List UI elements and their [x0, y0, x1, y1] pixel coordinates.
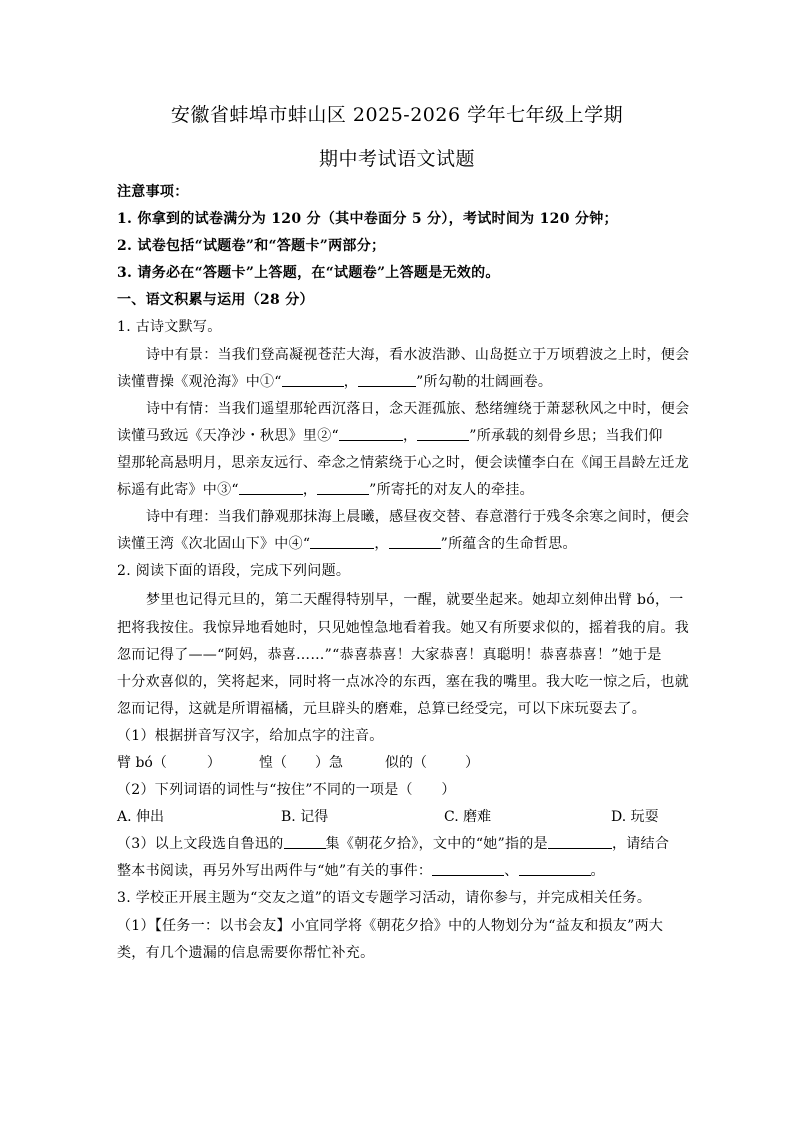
q1-text: 读懂曹操《观沧海》中①“ [117, 374, 282, 390]
pinyin-item-b [259, 752, 343, 772]
option-d[interactable]: D. 玩耍 [611, 809, 659, 825]
pinyin-text: ） [206, 755, 221, 771]
q1-text: ”所勾勒的壮阔画卷。 [416, 374, 553, 390]
pinyin-text: 惶（ [259, 755, 287, 771]
blank-1a[interactable] [282, 372, 344, 387]
q1-line: 望那轮高悬明月，思亲友远行、牵念之情萦绕于心之时，便会读懂李白在《闻王昌龄左迁龙 [117, 455, 689, 471]
q2-text: 整本书阅读，再另外写出两件与“她”有关的事件： [117, 863, 433, 879]
q2-sub3 [117, 833, 669, 853]
q2-text: （3）以上文段选自鲁迅的 [117, 836, 284, 852]
q1-text: 读懂马致远《天净沙・秋思》里②“ [117, 428, 339, 444]
q3-task1: （1）【任务一：以书会友】小宜同学将《朝花夕拾》中的人物划分为“益友和损友”两大 [117, 918, 664, 934]
q1-text: ， [374, 536, 389, 552]
q2-passage-line: 十分欢喜似的，笑将起来，同时将一点冰冷的东西，塞在我的嘴里。我大吃一惊之后，也就 [117, 674, 689, 690]
blank-4a[interactable] [310, 534, 374, 549]
q1-text: 读懂王湾《次北固山下》中④“ [117, 536, 311, 552]
q1-line [117, 425, 663, 445]
q1-text: ， [302, 482, 318, 498]
q1-line: 诗中有景：当我们登高凝视苍茫大海，看水波浩渺、山岛挺立于万顷碧波之上时，便会 [146, 347, 690, 363]
blank-1b[interactable] [358, 372, 416, 387]
pinyin-text: 似的（ [385, 755, 427, 771]
option-a[interactable]: A. 伸出 [117, 809, 165, 825]
q1-line [117, 371, 552, 391]
q3-task1-cont: 类，有几个遗漏的信息需要你帮忙补充。 [117, 945, 375, 961]
blank-4b[interactable] [389, 534, 441, 549]
q1-text: ”所寄托的对友人的牵挂。 [369, 482, 534, 498]
blank-3b[interactable] [317, 480, 369, 495]
q2-sub1: （1）根据拼音写汉字，给加点字的注音。 [117, 728, 384, 744]
blank-2a[interactable] [339, 426, 403, 441]
q2-text: 集《朝花夕拾》，文中的“她”指的是 [325, 836, 548, 852]
q2-sub2: （2）下列词语的词性与“按住”不同的一项是（ ） [117, 782, 456, 798]
exam-title-line1: 安徽省蚌埠市蚌山区 2025-2026 学年七年级上学期 [170, 104, 624, 126]
option-b[interactable]: B. 记得 [281, 809, 329, 825]
q1-text: ”所蕴含的生命哲思。 [440, 536, 577, 552]
blank-event-1[interactable] [432, 861, 504, 876]
q2-label: 2. 阅读下面的语段，完成下列问题。 [117, 563, 351, 579]
notice-heading: 注意事项： [117, 184, 189, 200]
q1-line: 诗中有情：当我们遥望那轮西沉落日，念天涯孤旅、愁绪缠绕于萧瑟秋风之中时，便会 [146, 401, 690, 417]
q2-sub3-cont [117, 860, 605, 880]
q1-line [117, 533, 577, 553]
pinyin-text: ）急 [315, 755, 343, 771]
q2-text: ，请结合 [611, 836, 670, 852]
notice-item-1: 1. 你拿到的试卷满分为 120 分（其中卷面分 5 分），考试时间为 120 分钟； [117, 211, 618, 227]
section-heading: 一、语文积累与运用（28 分） [117, 292, 314, 308]
q2-passage-line: 梦里也记得元旦的，第二天醒得特别早，一醒，就要坐起来。她却立刻伸出臂 bó，一 [146, 592, 684, 608]
q1-line: 诗中有理：当我们静观那抹海上晨曦，感昼夜交替、春意潜行于残冬余寒之间时，便会 [146, 509, 690, 525]
pinyin-item-a [117, 752, 221, 772]
q2-passage-line: 忽而记得了——“阿妈，恭喜……”“恭喜恭喜！大家恭喜！真聪明！恭喜恭喜！”她于是 [117, 647, 662, 663]
q1-line [117, 479, 534, 499]
q1-text: ， [402, 428, 418, 444]
q1-text: ， [343, 374, 359, 390]
option-c[interactable]: C. 磨难 [444, 809, 492, 825]
notice-item-2: 2. 试卷包括“试题卷”和“答题卡”两部分； [117, 238, 386, 254]
notice-item-3: 3. 请务必在“答题卡”上答题，在“试题卷”上答题是无效的。 [117, 265, 500, 281]
q3-label: 3. 学校正开展主题为“交友之道”的语文专题学习活动，请你参与，并完成相关任务。 [117, 890, 652, 906]
q2-passage-line: 忽而记得，这就是所谓福橘，元旦辟头的磨难，总算已经受完，可以下床玩耍去了。 [117, 701, 647, 717]
q2-passage-line: 把将我按住。我惊异地看她时，只见她惶急地看着我。她又有所要求似的，摇着我的肩。我 [117, 620, 689, 636]
pinyin-item-c [385, 752, 479, 772]
q2-text: 、 [504, 863, 519, 879]
q2-text: 。 [590, 863, 605, 879]
pinyin-text: ） [465, 755, 479, 771]
blank-3a[interactable] [239, 480, 303, 495]
pinyin-text: 臂 bó（ [117, 755, 167, 771]
q1-text: ”所承载的刻骨乡思；当我们仰 [469, 428, 663, 444]
blank-event-2[interactable] [519, 861, 591, 876]
blank-she-refers[interactable] [548, 834, 612, 849]
q1-label: 1. 古诗文默写。 [117, 319, 222, 335]
q1-text: 标遥有此寄》中③“ [117, 482, 239, 498]
blank-2b[interactable] [417, 426, 469, 441]
blank-author-collection[interactable] [284, 834, 326, 849]
exam-title-line2: 期中考试语文试题 [318, 148, 475, 170]
